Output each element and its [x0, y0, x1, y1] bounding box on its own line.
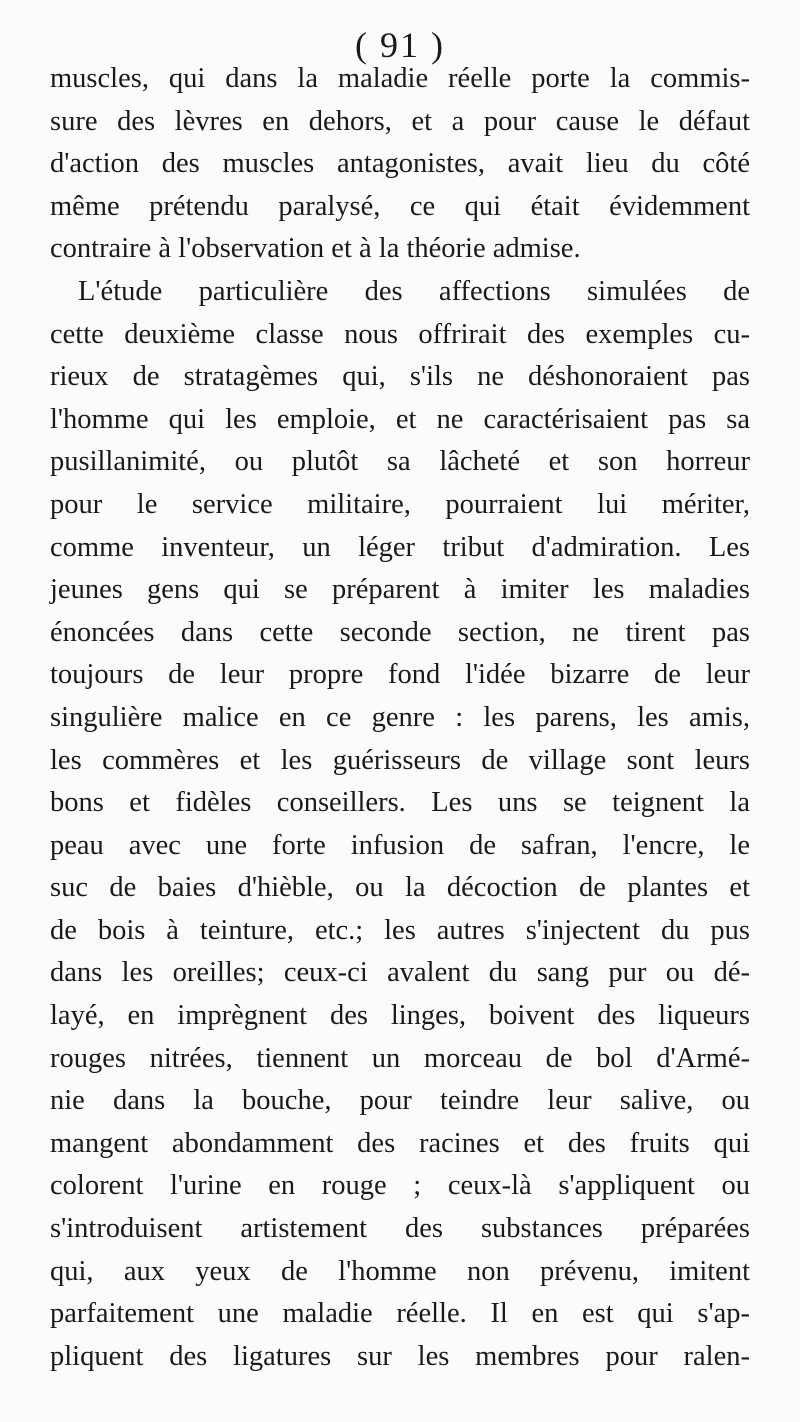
text-line: sure des lèvres en dehors, et a pour cause le défaut	[50, 105, 750, 137]
text-line: layé, en imprègnent des linges, boivent des liqueurs	[50, 1000, 750, 1032]
text-line: nie dans la bouche, pour teindre leur salive, ou	[50, 1085, 750, 1117]
text-line: muscles, qui dans la maladie réelle porte la commis-	[50, 63, 750, 94]
text-line: d'action des muscles antagonistes, avait lieu du côté	[50, 148, 750, 180]
text-line: L'étude particulière des affections simulées de	[78, 275, 750, 307]
text-line: qui, aux yeux de l'homme non prévenu, imitent	[50, 1255, 750, 1287]
text-line: colorent l'urine en rouge ; ceux-là s'appliquent ou	[50, 1170, 750, 1202]
text-line: de bois à teinture, etc.; les autres s'injectent du pus	[50, 914, 750, 946]
text-line: parfaitement une maladie réelle. Il en est qui s'ap-	[50, 1298, 750, 1330]
text-line: comme inventeur, un léger tribut d'admiration. Les	[50, 531, 750, 563]
page-number: ( 91 )	[355, 25, 445, 65]
text-line: dans les oreilles; ceux-ci avalent du sang pur ou dé-	[50, 957, 750, 989]
text-line: rieux de stratagèmes qui, s'ils ne déshonoraient pas	[50, 361, 750, 393]
body-text	[50, 58, 750, 1378]
text-line: pusillanimité, ou plutôt sa lâcheté et son horreur	[50, 446, 750, 478]
text-line: pliquent des ligatures sur les membres pour ralen-	[50, 1340, 750, 1372]
text-line: singulière malice en ce genre : les parens, les amis,	[50, 701, 750, 733]
text-line: mangent abondamment des racines et des fruits qui	[50, 1127, 750, 1159]
text-line: s'introduisent artistement des substances préparées	[50, 1213, 750, 1245]
text-line: contraire à l'observation et à la théorie admise.	[50, 233, 581, 265]
text-line: énoncées dans cette seconde section, ne tirent pas	[50, 616, 750, 648]
text-line: jeunes gens qui se préparent à imiter les maladies	[50, 574, 750, 606]
text-line: l'homme qui les emploie, et ne caractérisaient pas sa	[50, 403, 750, 435]
text-line: suc de baies d'hièble, ou la décoction de plantes et	[50, 872, 750, 904]
text-line: pour le service militaire, pourraient lui mériter,	[50, 488, 750, 520]
text-line: même prétendu paralysé, ce qui était évidemment	[50, 190, 750, 222]
text-line: bons et fidèles conseillers. Les uns se teignent la	[50, 787, 750, 819]
text-line: les commères et les guérisseurs de village sont leurs	[50, 744, 750, 776]
text-line: toujours de leur propre fond l'idée bizarre de leur	[50, 659, 750, 691]
text-line: peau avec une forte infusion de safran, l'encre, le	[50, 829, 750, 861]
text-line: rouges nitrées, tiennent un morceau de bol d'Armé-	[50, 1042, 750, 1074]
text-line: cette deuxième classe nous offrirait des exemples cu-	[50, 318, 750, 350]
